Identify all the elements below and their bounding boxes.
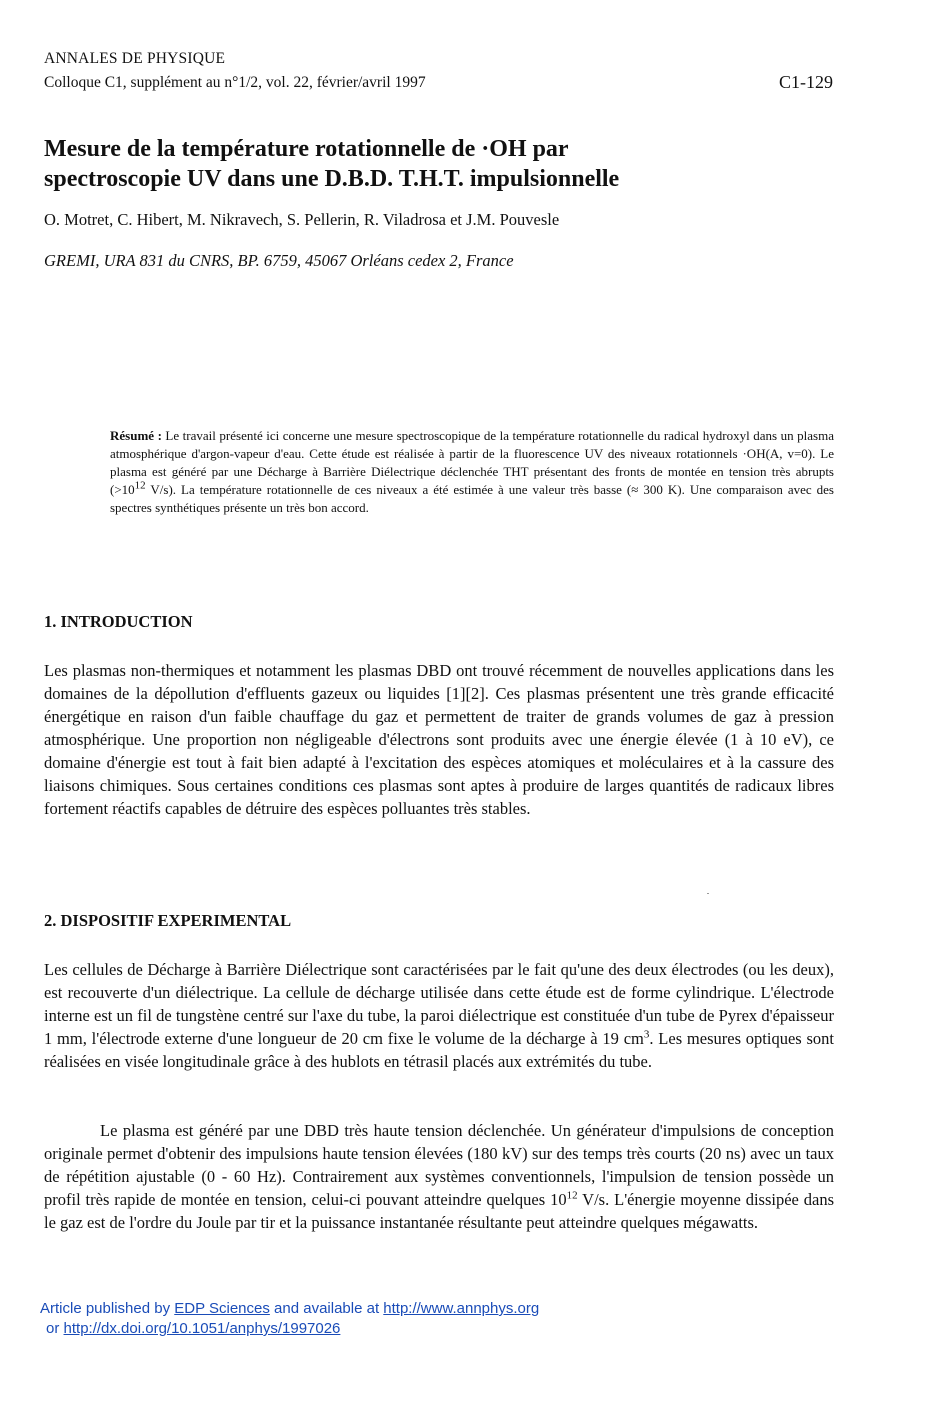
dispositif-p1-text-a: Les cellules de Décharge à Barrière Diélectrique sont caractérisées par le fait qu'une des deux électrodes (ou les deux), est recouverte d'un diélectrique. La cellule de décharge utilisée dans cette étude est de forme cylindrique. L'électrode interne est un fil de tungstène centré sur l'axe du tube, la paroi diélectrique est constituée d'un tube de Pyrex d'épaisseur 1 mm, l'électrode externe d'une longueur de 20 cm fixe le volume de la décharge à 19 cm [44, 960, 834, 1048]
affiliation: GREMI, URA 831 du CNRS, BP. 6759, 45067 Orléans cedex 2, France [44, 251, 514, 270]
annphys-link[interactable]: http://www.annphys.org [383, 1300, 540, 1317]
introduction-paragraph: Les plasmas non-thermiques et notamment les plasmas DBD ont trouvé récemment de nouvelles applications dans les domaines de la dépollution d'effluents gazeux ou liquides [1][2]. Ces plasmas présentent une très grande efficacité énergétique en raison d'un faible chauffage du gaz et permettent de traiter de grands volumes de gaz à pression atmosphérique. Une proportion non négligeable d'électrons sont produits avec une énergie élevée (1 à 10 eV), ce domaine d'énergie est tout à fait bien adapté à l'excitation des espèces atomiques et moléculaires et à la cassure des liaisons chimiques. Sous certaines conditions ces plasmas sont aptes à produire de larges quantités de radicaux libres fortement réactifs capables de détruire des espèces polluantes très stables. [44, 661, 834, 818]
abstract-label: Résumé : [110, 428, 162, 443]
footer-text-3: or [46, 1320, 64, 1337]
section-heading-introduction: 1. INTRODUCTION [44, 612, 193, 631]
dispositif-p2-text-b: V/s. L'énergie moyenne dissipée dans le gaz est de l'ordre du Joule par tir et la puissance instantanée résultante peut atteindre quelques mégawatts. [44, 1190, 834, 1232]
dispositif-paragraph-1 [44, 958, 834, 1073]
abstract-sup: 12 [134, 479, 146, 492]
dispositif-paragraph-2 [44, 1119, 834, 1234]
dispositif-p2-text-a: Le plasma est généré par une DBD très haute tension déclenchée. Un générateur d'impulsions de conception originale permet d'obtenir des impulsions haute tension élevées (180 kV) sur des temps très courts (20 ns) avec un taux de répétition ajustable (0 - 60 Hz). Contrairement aux systèmes conventionnels, l'impulsion de tension possède un profil très rapide de montée en tension, celui-ci pouvant atteindre quelques 10 [44, 1121, 834, 1209]
abstract-text-b: V/s). La température rotationnelle de ces niveaux a été estimée à une valeur très basse (≈ 300 K). Une comparaison avec des spectres synthétiques présente un très bon accord. [110, 482, 834, 515]
publication-footer [40, 1299, 539, 1339]
title-line-2: spectroscopie UV dans une D.B.D. T.H.T. impulsionnelle [44, 166, 620, 192]
colloque-info: Colloque C1, supplément au n°1/2, vol. 22, février/avril 1997 [44, 74, 426, 91]
edp-sciences-link[interactable]: EDP Sciences [174, 1300, 270, 1317]
abstract [110, 427, 834, 517]
dispositif-p2-sup: 12 [566, 1189, 578, 1202]
footer-line-1 [40, 1299, 539, 1319]
abstract-text-a: Le travail présenté ici concerne une mesure spectroscopique de la température rotationnelle du radical hydroxyl dans un plasma atmosphérique d'argon-vapeur d'eau. Cette étude est réalisée à partir de la fluorescence UV des niveaux rotationnels ·OH(A, v=0). Le plasma est généré par une Décharge à Barrière Diélectrique déclenchée THT présentant des fronts de montée en tension très abrupts (>10 [110, 428, 834, 497]
section-heading-dispositif: 2. DISPOSITIF EXPERIMENTAL [44, 911, 292, 930]
paper-title [44, 134, 804, 194]
dispositif-p1-text-b: . Les mesures optiques sont réalisées en visée longitudinale grâce à des hublots en tétrasil placés aux extrémités du tube. [44, 1029, 835, 1071]
footer-line-2 [40, 1319, 539, 1339]
dispositif-p1-sup: 3 [643, 1028, 650, 1041]
authors: O. Motret, C. Hibert, M. Nikravech, S. Pellerin, R. Viladrosa et J.M. Pouvesle [44, 210, 560, 229]
footer-text-2: and available at [269, 1300, 384, 1317]
stray-mark [707, 893, 709, 894]
footer-text-1: Article published by [40, 1300, 175, 1317]
page-number: C1-129 [779, 72, 833, 92]
journal-name: ANNALES DE PHYSIQUE [44, 50, 226, 67]
doi-link[interactable]: http://dx.doi.org/10.1051/anphys/1997026 [63, 1320, 341, 1337]
title-line-1: Mesure de la température rotationnelle de ·OH par [44, 136, 569, 162]
